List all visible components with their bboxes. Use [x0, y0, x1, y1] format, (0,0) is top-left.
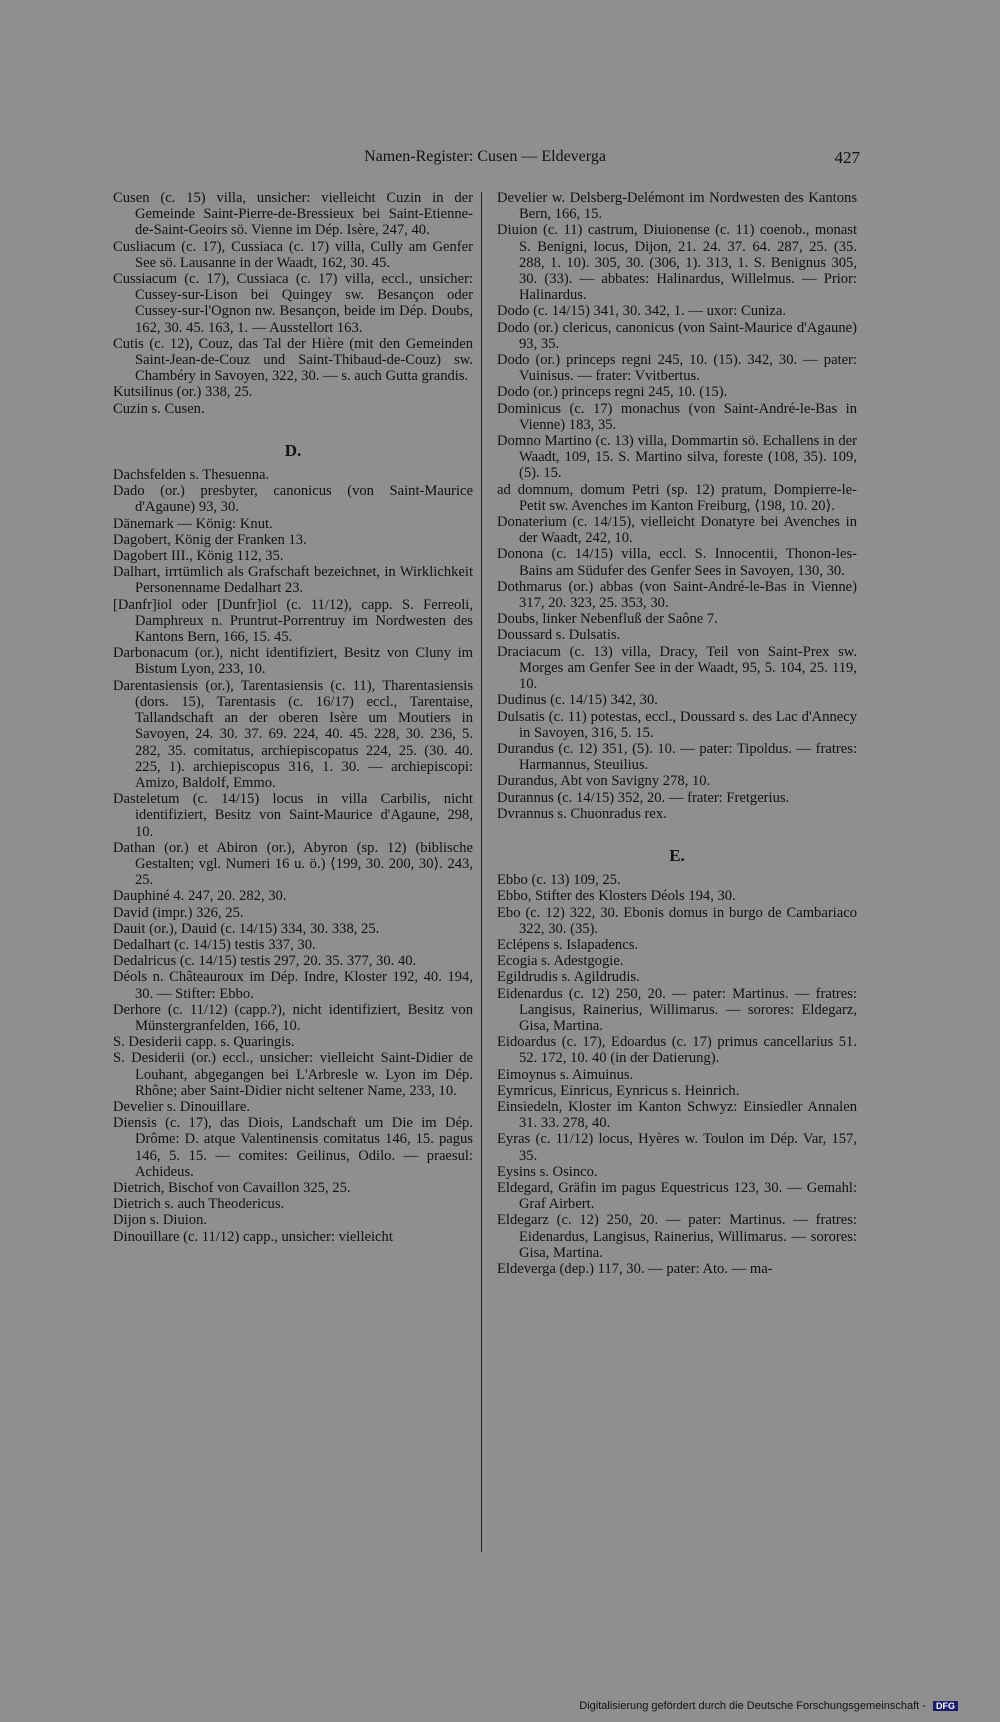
- index-entry: Dietrich s. auch Theodericus.: [113, 1196, 285, 1213]
- index-entry: Ebo (c. 12) 322, 30. Ebonis domus in burgo de Cambariaco 322, 30. (35).: [497, 904, 857, 937]
- index-entry: Dalhart, irrtümlich als Grafschaft bezeichnet, in Wirklichkeit Personenname Dedalhart 23.: [113, 564, 473, 597]
- index-entry: Dodo (c. 14/15) 341, 30. 342, 1. — uxor: Cuniza.: [497, 303, 787, 320]
- index-entry: Dedalhart (c. 14/15) testis 337, 30.: [113, 936, 316, 953]
- index-entry: Develier s. Dinouillare.: [113, 1098, 250, 1115]
- index-entry: S. Desiderii capp. s. Quaringis.: [113, 1034, 295, 1051]
- index-entry: Doubs, linker Nebenfluß der Saône 7.: [497, 611, 718, 628]
- index-entry: Dagobert III., König 112, 35.: [113, 548, 284, 565]
- index-entry: Doussard s. Dulsatis.: [497, 627, 621, 644]
- index-entry: Eidenardus (c. 12) 250, 20. — pater: Martinus. — fratres: Langisus, Rainerius, Willimarus. — sorores: Eldegarz, Gisa, Martina.: [497, 985, 857, 1034]
- index-entry: Eidoardus (c. 17), Edoardus (c. 17) primus cancellarius 51. 52. 172, 10. 40 (in der Datierung).: [497, 1034, 857, 1067]
- section-heading-d: D.: [284, 440, 302, 460]
- index-entry: Kutsilinus (or.) 338, 25.: [113, 384, 253, 401]
- page-number: 427: [834, 148, 860, 167]
- right-column: [497, 190, 857, 1277]
- index-entry: Durandus, Abt von Savigny 278, 10.: [497, 773, 711, 790]
- index-entry: Cuzin s. Cusen.: [113, 400, 205, 417]
- index-entry: Dvrannus s. Chuonradus rex.: [497, 805, 667, 822]
- index-entry: Donona (c. 14/15) villa, eccl. S. Innocentii, Thonon-les-Bains am Südufer des Genfer Sees in Savoyen, 130, 30.: [497, 546, 857, 579]
- index-entry: Dagobert, König der Franken 13.: [113, 531, 307, 548]
- index-entry: Ecogia s. Adestgogie.: [497, 953, 624, 970]
- digitization-credit: [579, 1700, 958, 1712]
- index-entry: Egildrudis s. Agildrudis.: [497, 969, 640, 986]
- index-entry: Einsiedeln, Kloster im Kanton Schwyz: Einsiedler Annalen 31. 33. 278, 40.: [497, 1098, 857, 1132]
- index-entry: Dothmarus (or.) abbas (von Saint-André-le-Bas in Vienne) 317, 20. 323, 25. 353, 30.: [497, 578, 857, 612]
- column-divider: [481, 192, 482, 1552]
- index-entry: Darbonacum (or.), nicht identifiziert, Besitz von Cluny im Bistum Lyon, 233, 10.: [113, 645, 473, 678]
- index-entry: Cusen (c. 15) villa, unsicher: vielleicht Cuzin in der Gemeinde Saint-Pierre-de-Bressieux bei Saint-Etienne-de-Saint-Geoirs sö. Vienne im Dép. Isère, 247, 40.: [113, 190, 473, 239]
- index-entry: Eldegarz (c. 12) 250, 20. — pater: Martinus. — fratres: Eidenardus, Langisus, Rainerius, Willimarus. — sorores: Gisa, Martina.: [497, 1212, 857, 1261]
- index-entry: Dodo (or.) princeps regni 245, 10. (15). 342, 30. — pater: Vuinisus. — frater: Vvitbertus.: [497, 352, 857, 385]
- index-entry: Eyras (c. 11/12) locus, Hyères w. Toulon im Dép. Var, 157, 35.: [497, 1131, 857, 1164]
- left-column: [113, 190, 473, 1245]
- index-entry: Dinouillare (c. 11/12) capp., unsicher: vielleicht: [113, 1228, 393, 1245]
- index-entry: Dachsfelden s. Thesuenna.: [113, 467, 270, 484]
- index-entry: Dietrich, Bischof von Cavaillon 325, 25.: [113, 1179, 351, 1196]
- index-entry: Dominicus (c. 17) monachus (von Saint-André-le-Bas in Vienne) 183, 35.: [497, 400, 857, 433]
- index-entry: Derhore (c. 11/12) (capp.?), nicht identifiziert, Besitz von Münstergranfelden, 166, 10.: [113, 1001, 473, 1034]
- index-entry: Donaterium (c. 14/15), vielleicht Donatyre bei Avenches in der Waadt, 242, 10.: [497, 514, 857, 547]
- index-entry: Durannus (c. 14/15) 352, 20. — frater: Fretgerius.: [497, 789, 790, 806]
- index-entry: Cussiacum (c. 17), Cussiaca (c. 17) villa, eccl., unsicher: Cussey-sur-Lison bei Quingey sw. Besançon oder Cussey-sur-l'Ognon nw. Besançon, beide im Dép. Doubs, 162, 30. 45. 163, 1. — Ausstellort 163.: [113, 271, 473, 336]
- index-entry: Eymricus, Einricus, Eynricus s. Heinrich.: [497, 1082, 740, 1099]
- index-entry: Eldeverga (dep.) 117, 30. — pater: Ato. — ma-: [497, 1261, 773, 1277]
- index-entry: Dauphiné 4. 247, 20. 282, 30.: [113, 888, 287, 905]
- index-entry: Dauit (or.), Dauid (c. 14/15) 334, 30. 338, 25.: [113, 920, 380, 937]
- dfg-logo: DFG: [933, 1701, 958, 1711]
- index-entry: Dijon s. Diuion.: [113, 1212, 208, 1229]
- index-entry: Eimoynus s. Aimuinus.: [497, 1066, 634, 1083]
- index-entry: Ebbo, Stifter des Klosters Déols 194, 30.: [497, 888, 736, 905]
- index-entry: Dudinus (c. 14/15) 342, 30.: [497, 692, 658, 709]
- index-entry: Develier w. Delsberg-Delémont im Nordwesten des Kantons Bern, 166, 15.: [497, 190, 857, 223]
- running-title: Namen-Register: Cusen — Eldeverga: [364, 148, 606, 165]
- index-entry: Dedalricus (c. 14/15) testis 297, 20. 35. 377, 30. 40.: [113, 953, 417, 970]
- section-heading-e: E.: [669, 845, 685, 865]
- index-entry: Eysins s. Osinco.: [497, 1163, 598, 1180]
- index-entry: Cutis (c. 12), Couz, das Tal der Hière (mit den Gemeinden Saint-Jean-de-Couz und Saint-Thibaud-de-Couz) sw. Chambéry in Savoyen, 322, 30. — s. auch Gutta grandis.: [113, 335, 473, 385]
- index-entry: Déols n. Châteauroux im Dép. Indre, Kloster 192, 40. 194, 30. — Stifter: Ebbo.: [113, 969, 473, 1002]
- page-header: [110, 148, 860, 172]
- index-entry: Dänemark — König: Knut.: [113, 515, 273, 532]
- index-entry: Dathan (or.) et Abiron (or.), Abyron (sp. 12) (biblische Gestalten; vgl. Numeri 16 u. ö.) ⟨199, 30. 200, 30⟩. 243, 25.: [113, 839, 473, 889]
- index-entry: David (impr.) 326, 25.: [113, 904, 244, 921]
- index-entry: Ebbo (c. 13) 109, 25.: [497, 872, 621, 889]
- index-entry: Dasteletum (c. 14/15) locus in villa Carbilis, nicht identifiziert, Besitz von Saint-Maurice d'Agaune, 298, 10.: [113, 791, 473, 840]
- index-entry: Diuion (c. 11) castrum, Diuionense (c. 11) coenob., monast S. Benigni, locus, Dijon, 21. 24. 37. 64. 287, 25. (35. 288, 1. 10). 305, 30. (306, 1). 313, 1. S. Benignus 305, 30. (33). — abbates: Halinardus, Willelmus. — Prior: Halinardus.: [497, 222, 857, 304]
- credit-text: Digitalisierung gefördert durch die Deutsche Forschungsgemeinschaft -: [579, 1700, 926, 1712]
- index-entry: Cusliacum (c. 17), Cussiaca (c. 17) villa, Cully am Genfer See sö. Lausanne in der Waadt, 162, 30. 45.: [113, 238, 473, 271]
- index-entry: Diensis (c. 17), das Diois, Landschaft um Die im Dép. Drôme: D. atque Valentinensis comitatus 146, 15. pagus 146, 5. 15. — comites: Geilinus, Odilo. — praesul: Achideus.: [113, 1115, 473, 1180]
- index-entry: Dado (or.) presbyter, canonicus (von Saint-Maurice d'Agaune) 93, 30.: [113, 483, 473, 516]
- index-entry: [Danfr]iol oder [Dunfr]iol (c. 11/12), capp. S. Ferreoli, Damphreux n. Pruntrut-Porrentruy im Nordwesten des Kantons Bern, 166, 15. 45.: [113, 596, 473, 646]
- index-entry: Dodo (or.) princeps regni 245, 10. (15).: [497, 384, 728, 401]
- index-entry: Draciacum (c. 13) villa, Dracy, Teil von Saint-Prex sw. Morges am Genfer See in der Waadt, 95, 5. 104, 25. 119, 10.: [497, 643, 857, 693]
- index-entry: Eldegard, Gräfin im pagus Equestricus 123, 30. — Gemahl: Graf Airbert.: [497, 1179, 857, 1213]
- index-entry: S. Desiderii (or.) eccl., unsicher: vielleicht Saint-Didier de Louhant, abgegangen bei L'Arbresle w. Lyon im Dép. Rhône; aber Saint-Didier nicht seltener Name, 233, 10.: [113, 1050, 473, 1099]
- index-entry: Dulsatis (c. 11) potestas, eccl., Doussard s. des Lac d'Annecy in Savoyen, 316, 5. 15.: [497, 708, 857, 741]
- index-entry: ad domnum, domum Petri (sp. 12) pratum, Dompierre-le-Petit sw. Avenches im Kanton Freiburg, ⟨198, 10. 20⟩.: [497, 481, 857, 514]
- index-entry: Eclépens s. Islapadencs.: [497, 936, 639, 953]
- index-entry: Darentasiensis (or.), Tarentasiensis (c. 11), Tharentasiensis (dors. 15), Tarentasis (c. 16/17) eccl., Tarentaise, Tallandschaft an der oberen Isère um Moutiers in Savoyen, 24. 30. 37. 69. 224, 40. 45. 228, 30. 236, 5. 282, 35. comitatus, archiepiscopatus 224, 25. (30. 40. 225, 1). archiepiscopus 316, 1. 30. — archiepiscopi: Amizo, Baldolf, Emmo.: [113, 677, 473, 791]
- index-entry: Durandus (c. 12) 351, (5). 10. — pater: Tipoldus. — fratres: Harmannus, Steuilius.: [497, 740, 857, 774]
- index-entry: Domno Martino (c. 13) villa, Dommartin sö. Echallens in der Waadt, 109, 15. S. Martino silva, foreste (108, 35). 109, (5). 15.: [497, 433, 857, 482]
- index-entry: Dodo (or.) clericus, canonicus (von Saint-Maurice d'Agaune) 93, 35.: [497, 319, 857, 352]
